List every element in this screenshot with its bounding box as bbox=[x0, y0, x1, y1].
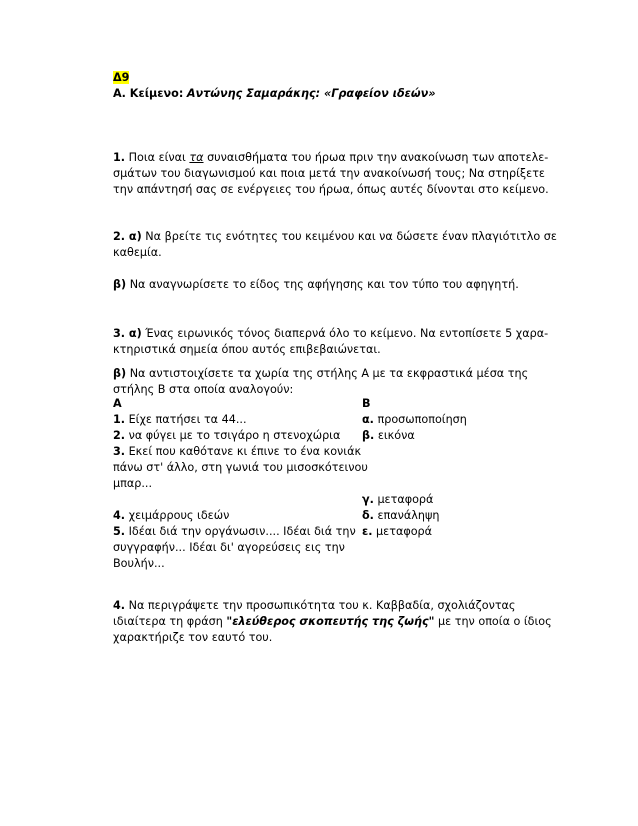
question-3b bbox=[113, 366, 533, 398]
column-a-item: 5. Ιδέαι διά την οργάνωσιν.... Ιδέαι διά την bbox=[113, 525, 356, 538]
document-title-line bbox=[113, 86, 533, 102]
q2b-number: β) bbox=[113, 278, 127, 291]
column-b bbox=[362, 396, 532, 540]
q3b-number: β) bbox=[113, 367, 127, 380]
question-2 bbox=[113, 229, 557, 293]
q4-text: Να περιγράψετε την προσωπικότητα του κ. Καββαδία, σχολιάζοντας bbox=[128, 599, 516, 612]
q2a-text: Να βρείτε τις ενότητες του κειμένου και να δώσετε έναν πλαγιότιτλο σε bbox=[145, 230, 557, 243]
column-a-item: 4. χειμάρρους ιδεών bbox=[113, 509, 230, 522]
section-code: Δ9 bbox=[113, 71, 130, 84]
q4-text: με την οποία ο ίδιος bbox=[438, 615, 552, 628]
column-a-item-cont: μπαρ... bbox=[113, 477, 152, 490]
title-prefix: Α. Κείμενο: bbox=[113, 87, 184, 100]
column-a-item-cont: πάνω στ' άλλο, στη γωνιά του μισοσκότεινου bbox=[113, 461, 368, 474]
column-a bbox=[113, 396, 368, 572]
column-b-item: α. προσωποποίηση bbox=[362, 413, 467, 426]
q4-quote: "ελεύθερος σκοπευτής της ζωής" bbox=[226, 615, 435, 628]
column-a-header: Α bbox=[113, 397, 122, 410]
q3a-text: κτηριστικά σημεία όπου αυτός επιβεβαιώνεται. bbox=[113, 343, 381, 356]
column-a-item-cont: συγγραφήν... Ιδέαι δι' αγορεύσεις εις την bbox=[113, 541, 345, 554]
q3a-text: Ένας ειρωνικός τόνος διαπερνά όλο το κείμενο. Να εντοπίσετε 5 χαρα- bbox=[145, 327, 549, 340]
question-3 bbox=[113, 326, 549, 366]
column-b-item: β. εικόνα bbox=[362, 429, 415, 442]
q1-text: Ποια είναι bbox=[128, 151, 186, 164]
column-b-header: Β bbox=[362, 397, 371, 410]
q1-text: την απάντησή σας σε ενέργειες του ήρωα, όπως αυτές δίνονται στο κείμενο. bbox=[113, 183, 549, 196]
q4-text: ιδιαίτερα τη φράση bbox=[113, 615, 223, 628]
column-a-item: 2. να φύγει με το τσιγάρο η στενοχώρια bbox=[113, 429, 341, 442]
q1-text: συναισθήματα του ήρωα πριν την ανακοίνωση των αποτελε- bbox=[207, 151, 549, 164]
q1-text: σμάτων του διαγωνισμού και ποια μετά την ανακοίνωσή τους; Να στηρίξετε bbox=[113, 167, 545, 180]
column-a-item: 1. Είχε πατήσει τα 44... bbox=[113, 413, 247, 426]
question-4 bbox=[113, 598, 552, 646]
column-a-item-cont: Βουλήν... bbox=[113, 557, 165, 570]
q1-number: 1. bbox=[113, 151, 126, 164]
q2a-text: καθεμία. bbox=[113, 246, 162, 259]
q4-number: 4. bbox=[113, 599, 126, 612]
column-b-item: δ. επανάληψη bbox=[362, 509, 440, 522]
q2a-number: 2. α) bbox=[113, 230, 142, 243]
q1-emphasis: τα bbox=[189, 151, 204, 164]
q2b-text: Να αναγνωρίσετε το είδος της αφήγησης και τον τύπο του αφηγητή. bbox=[129, 278, 519, 291]
document-title: Αντώνης Σαμαράκης: «Γραφείον ιδεών» bbox=[186, 87, 436, 100]
column-b-item: γ. μεταφορά bbox=[362, 493, 434, 506]
column-a-item: 3. Εκεί που καθότανε κι έπινε το ένα κονιάκ bbox=[113, 445, 362, 458]
column-b-item: ε. μεταφορά bbox=[362, 525, 433, 538]
question-1 bbox=[113, 150, 549, 198]
q4-text: χαρακτήριζε τον εαυτό του. bbox=[113, 631, 273, 644]
document-header bbox=[113, 70, 533, 102]
q3b-text: στήλης Β στα οποία αναλογούν: bbox=[113, 383, 294, 396]
q3a-number: 3. α) bbox=[113, 327, 142, 340]
q3b-text: Να αντιστοιχίσετε τα χωρία της στήλης Α με τα εκφραστικά μέσα της bbox=[129, 367, 529, 380]
